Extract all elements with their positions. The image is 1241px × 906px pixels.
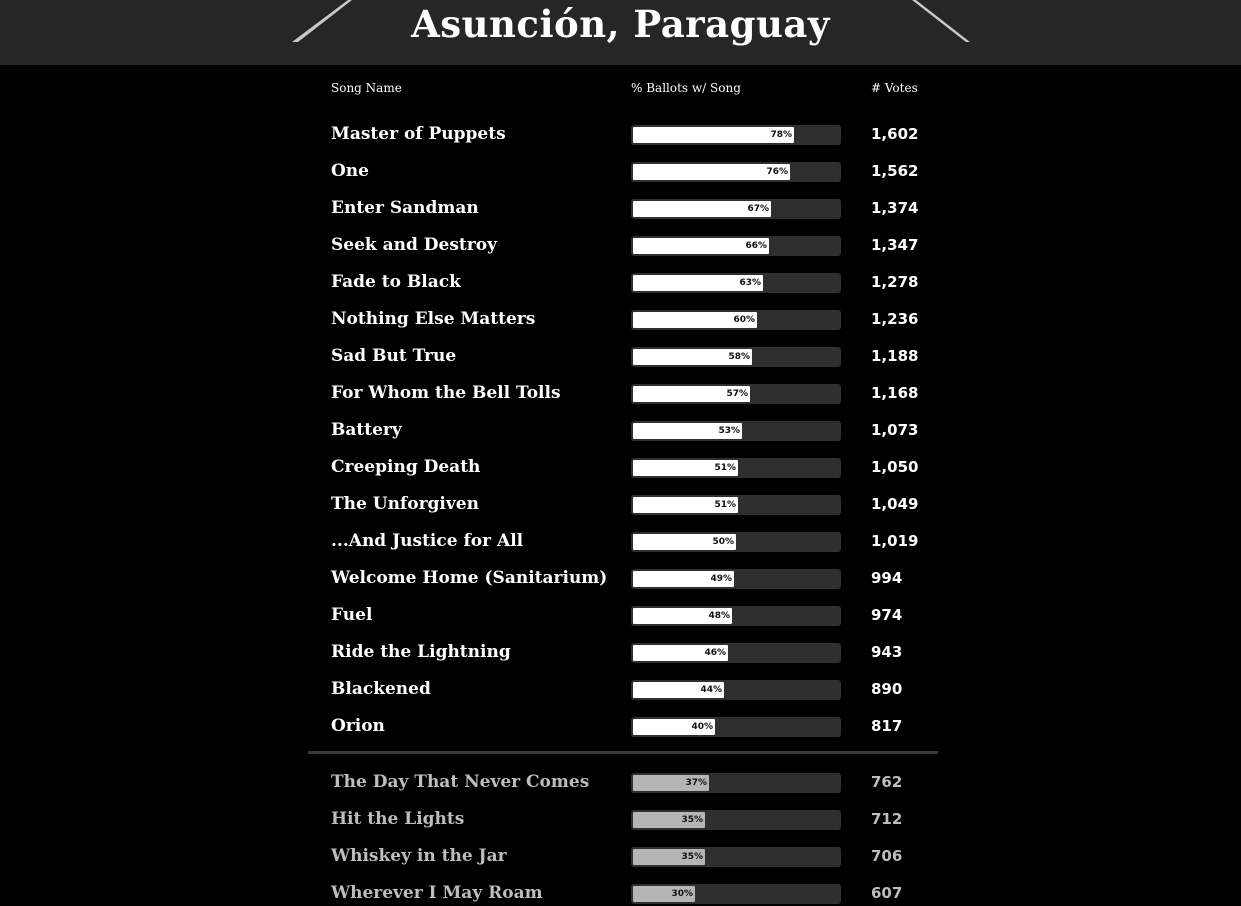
song-row <box>0 380 1241 406</box>
bar-value-label: 44% <box>700 685 722 695</box>
bar-track <box>631 347 841 367</box>
bar-value-label: 37% <box>685 778 707 788</box>
song-row <box>0 454 1241 480</box>
bar-fill <box>633 423 742 439</box>
bar-track <box>631 199 841 219</box>
vote-count: 994 <box>871 569 903 587</box>
song-name: Seek and Destroy <box>331 235 497 255</box>
bar-track <box>631 458 841 478</box>
bar-value-label: 78% <box>770 130 792 140</box>
page-header <box>0 0 1241 65</box>
vote-count: 1,049 <box>871 495 919 513</box>
song-name: Orion <box>331 716 385 736</box>
bar-value-label: 51% <box>714 500 736 510</box>
bar-track <box>631 273 841 293</box>
vote-count: 943 <box>871 643 903 661</box>
spike-right-icon <box>912 0 972 44</box>
song-name: Master of Puppets <box>331 124 506 144</box>
song-name: Nothing Else Matters <box>331 309 536 329</box>
bar-fill <box>633 460 738 476</box>
bar-value-label: 46% <box>704 648 726 658</box>
vote-count: 817 <box>871 717 903 735</box>
song-row <box>0 417 1241 443</box>
vote-count: 1,188 <box>871 347 919 365</box>
song-row <box>0 843 1241 869</box>
bar-value-label: 60% <box>733 315 755 325</box>
bar-value-label: 35% <box>681 852 703 862</box>
bar-fill <box>633 775 709 791</box>
song-row <box>0 528 1241 554</box>
song-name: One <box>331 161 369 181</box>
bar-track <box>631 569 841 589</box>
song-row <box>0 232 1241 258</box>
bar-track <box>631 606 841 626</box>
bar-track <box>631 847 841 867</box>
bar-fill <box>633 812 705 828</box>
vote-count: 1,602 <box>871 125 919 143</box>
column-header-song: Song Name <box>331 81 402 95</box>
song-row <box>0 195 1241 221</box>
song-name: Hit the Lights <box>331 809 465 829</box>
song-row <box>0 121 1241 147</box>
song-name: Battery <box>331 420 402 440</box>
bar-fill <box>633 571 734 587</box>
bar-fill <box>633 127 794 143</box>
vote-count: 1,019 <box>871 532 919 550</box>
bar-track <box>631 421 841 441</box>
song-name: Enter Sandman <box>331 198 479 218</box>
bar-fill <box>633 608 732 624</box>
bar-value-label: 50% <box>712 537 734 547</box>
bar-fill <box>633 164 790 180</box>
bar-fill <box>633 349 752 365</box>
bar-fill <box>633 275 763 291</box>
bar-fill <box>633 534 736 550</box>
song-name: Sad But True <box>331 346 457 366</box>
bar-fill <box>633 682 724 698</box>
song-row <box>0 806 1241 832</box>
bar-value-label: 57% <box>726 389 748 399</box>
song-row <box>0 343 1241 369</box>
bar-track <box>631 643 841 663</box>
bar-value-label: 66% <box>745 241 767 251</box>
bar-track <box>631 532 841 552</box>
bar-track <box>631 810 841 830</box>
song-name: For Whom the Bell Tolls <box>331 383 561 403</box>
vote-count: 1,050 <box>871 458 919 476</box>
vote-count: 890 <box>871 680 903 698</box>
bar-value-label: 67% <box>747 204 769 214</box>
song-row <box>0 676 1241 702</box>
bar-value-label: 51% <box>714 463 736 473</box>
bar-fill <box>633 645 728 661</box>
song-name: Wherever I May Roam <box>331 883 543 903</box>
vote-count: 1,347 <box>871 236 919 254</box>
song-row <box>0 602 1241 628</box>
song-name: Blackened <box>331 679 431 699</box>
bar-track <box>631 125 841 145</box>
vote-count: 1,374 <box>871 199 919 217</box>
bar-fill <box>633 719 715 735</box>
song-name: The Day That Never Comes <box>331 772 590 792</box>
column-header-pct: % Ballots w/ Song <box>631 81 741 95</box>
vote-count: 1,562 <box>871 162 919 180</box>
bar-value-label: 53% <box>718 426 740 436</box>
song-row <box>0 491 1241 517</box>
bar-fill <box>633 238 769 254</box>
vote-count: 607 <box>871 884 903 902</box>
song-name: Creeping Death <box>331 457 481 477</box>
song-name: Welcome Home (Sanitarium) <box>331 568 608 588</box>
song-row <box>0 769 1241 795</box>
song-row <box>0 639 1241 665</box>
song-row <box>0 713 1241 739</box>
bar-value-label: 49% <box>710 574 732 584</box>
bar-fill <box>633 201 771 217</box>
song-row <box>0 158 1241 184</box>
vote-count: 1,278 <box>871 273 919 291</box>
bar-fill <box>633 886 695 902</box>
bar-value-label: 48% <box>708 611 730 621</box>
vote-count: 1,236 <box>871 310 919 328</box>
bar-value-label: 63% <box>739 278 761 288</box>
song-row <box>0 306 1241 332</box>
bar-track <box>631 717 841 737</box>
song-row <box>0 565 1241 591</box>
bar-value-label: 40% <box>691 722 713 732</box>
cutoff-divider <box>308 751 938 754</box>
bar-value-label: 30% <box>671 889 693 899</box>
song-name: The Unforgiven <box>331 494 479 514</box>
bar-track <box>631 236 841 256</box>
bar-track <box>631 310 841 330</box>
bar-track <box>631 884 841 904</box>
vote-count: 712 <box>871 810 903 828</box>
song-name: Whiskey in the Jar <box>331 846 507 866</box>
bar-value-label: 58% <box>728 352 750 362</box>
vote-count: 762 <box>871 773 903 791</box>
song-row <box>0 880 1241 906</box>
bar-fill <box>633 849 705 865</box>
bar-track <box>631 773 841 793</box>
bar-track <box>631 384 841 404</box>
vote-count: 706 <box>871 847 903 865</box>
vote-count: 1,073 <box>871 421 919 439</box>
song-row <box>0 269 1241 295</box>
bar-fill <box>633 497 738 513</box>
column-header-votes: # Votes <box>871 81 918 95</box>
song-name: Fuel <box>331 605 373 625</box>
bar-value-label: 76% <box>766 167 788 177</box>
page-title: Asunción, Paraguay <box>411 2 830 46</box>
bar-track <box>631 162 841 182</box>
bar-fill <box>633 386 750 402</box>
bar-fill <box>633 312 757 328</box>
bar-track <box>631 680 841 700</box>
song-name: Ride the Lightning <box>331 642 511 662</box>
vote-count: 1,168 <box>871 384 919 402</box>
bar-value-label: 35% <box>681 815 703 825</box>
song-name: ...And Justice for All <box>331 531 524 551</box>
bar-track <box>631 495 841 515</box>
vote-count: 974 <box>871 606 903 624</box>
song-name: Fade to Black <box>331 272 461 292</box>
